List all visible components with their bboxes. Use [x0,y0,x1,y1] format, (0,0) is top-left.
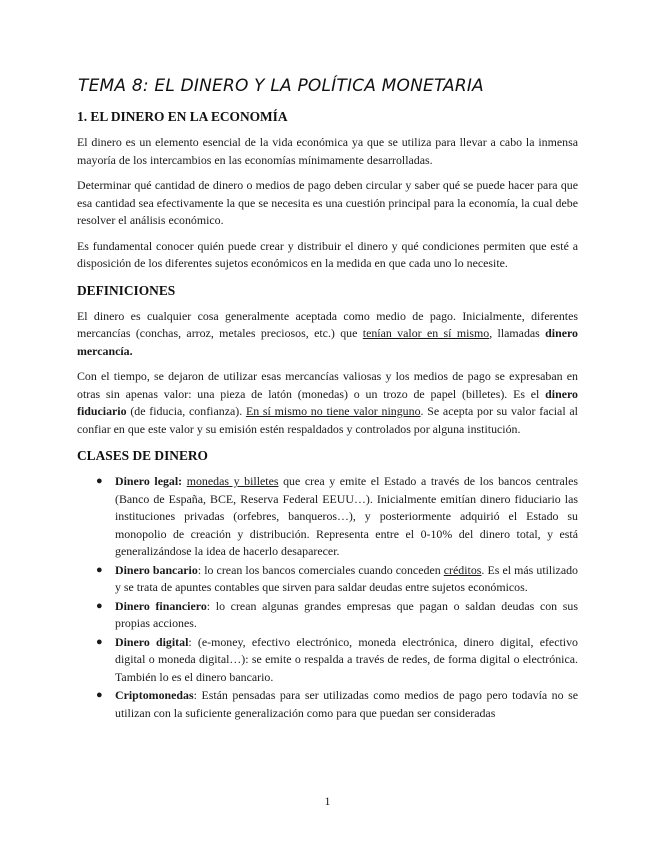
paragraph: El dinero es un elemento esencial de la vida económica ya que se utiliza para llevar a cabo la inmensa mayoría de los intercambios en las economías mínimamente desarrolladas. [77,135,578,167]
underlined-text: créditos [443,562,482,577]
text: : (e-money, efectivo electrónico, moneda electrónica, dinero digital, efectivo digital o moneda digital…): se emite o respalda a través de redes, de forma digital o electrónica. También lo es el dinero bancario. [115,634,578,684]
bullet-icon: ● [96,563,103,576]
section-heading-clases: CLASES DE DINERO [77,448,208,463]
underlined-text: tenían valor en sí mismo [362,326,490,340]
section-heading-dinero-economia: 1. EL DINERO EN LA ECONOMÍA [77,109,288,124]
list-item [77,562,578,597]
underlined-text: monedas y billetes [186,474,279,488]
list-item [77,473,578,561]
underlined-text: En sí mismo no tiene valor ninguno [245,404,421,418]
bold-term: dinero mercancía. [77,326,578,358]
list-item [77,598,578,633]
bold-term: Dinero bancario [115,562,198,577]
bold-term: dinero fiduciario [77,386,578,418]
page-number: 1 [324,794,331,808]
bullet-icon: ● [96,635,103,648]
text: , llamadas [489,326,546,340]
bold-term: Criptomonedas [115,688,194,702]
paragraph-dinero-mercancia [77,308,578,361]
page-content [77,76,578,723]
text: . Se acepta por su valor facial al confiar en que este valor y su emisión estén respaldados y controlados por alguna institución. [77,404,578,436]
text: El dinero es cualquier cosa generalmente aceptada como medio de pago. Inicialmente, diferentes mercancías (conchas, arroz, metales preciosos, etc.) que [77,308,578,340]
text: que crea y emite el Estado a través de los bancos centrales (Banco de España, BCE, Reserva Federal EEUU…). Inicialmente emitían dinero fiduciario las instituciones privadas (orfebres, banqueros…), y posteriormente adquirió el Estado su monopolio de creación y distribución. Representa entre el 0-10% del dinero total, y está generalizándose la idea de hacerlo desaparecer. [115,474,578,558]
bold-term: Dinero digital [115,634,189,649]
page-title: TEMA 8: EL DINERO Y LA POLÍTICA MONETARIA [78,76,484,96]
text: Con el tiempo, se dejaron de utilizar esas mercancías valiosas y los medios de pago se expresaban en otras sin apenas valor: una pieza de latón (monedas) o un trozo de papel (billetes). Es el [77,369,578,401]
bullet-icon: ● [96,689,103,701]
bullet-icon: ● [96,599,103,612]
bold-term: Dinero legal: [115,474,183,488]
list-item [77,687,578,722]
paragraph-dinero-fiduciario [77,368,578,438]
text: (de fiducia, confianza). [126,404,246,418]
bold-term: Dinero financiero [115,598,207,613]
paragraph: Determinar qué cantidad de dinero o medios de pago deben circular y saber qué se puede hacer para que esa cantidad sea efectivamente la que se necesita es una cuestión principal para la economía, la cual debe resolver el análisis económico. [77,178,578,227]
clases-list [77,473,578,722]
text: . Es el más utilizado y se trata de apuntes contables que sirven para saldar deudas entre sujetos económicos. [115,562,578,594]
text: : lo crean los bancos comerciales cuando conceden [197,562,444,577]
list-item [77,634,578,687]
section-heading-definiciones: DEFINICIONES [77,282,176,298]
paragraph: Es fundamental conocer quién puede crear y distribuir el dinero y qué condiciones permiten que esté a disposición de los diferentes sujetos económicos en la medida en que cada uno lo necesite. [77,238,578,270]
text: : lo crean algunas grandes empresas que pagan o saldan deudas con sus propias acciones. [115,598,578,630]
text: : Están pensadas para ser utilizadas como medios de pago pero todavía no se utilizan con la suficiente generalización como para que puedan ser consideradas [115,688,578,720]
bullet-icon: ● [96,475,103,487]
